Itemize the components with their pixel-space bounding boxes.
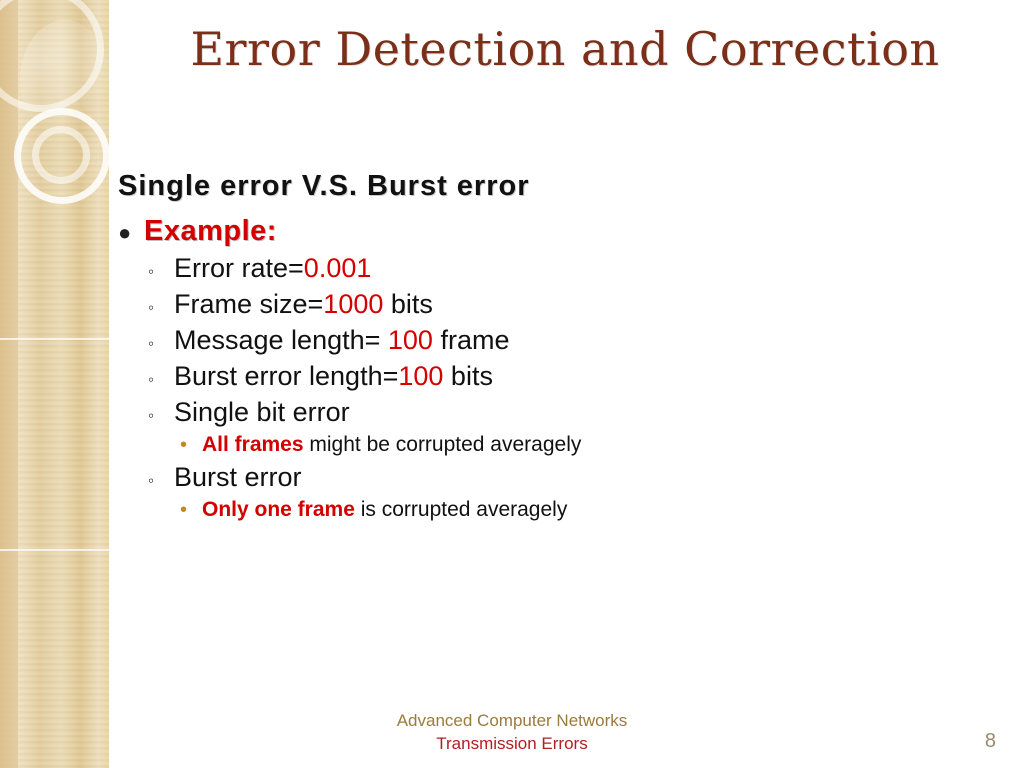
bullet-glyph-level2: ◦ [148, 334, 155, 353]
list-item [148, 289, 1008, 320]
sub-list-item-text [202, 433, 581, 457]
frame-size-label: Frame size= [174, 289, 324, 319]
bullet-glyph-level2: ◦ [148, 370, 155, 389]
page-number: 8 [984, 730, 996, 752]
list-item-single-bit-error [148, 397, 1008, 428]
sub-list-item [180, 498, 1008, 522]
only-one-frame-emphasis: Only one frame [202, 498, 355, 521]
list-item [148, 253, 1008, 284]
band-divider-line-2 [0, 549, 112, 551]
single-bit-error-label: Single bit error [174, 397, 350, 427]
section-heading: Single error V.S. Burst error [118, 170, 530, 202]
sub-list-item-text [202, 498, 567, 522]
bullet-example-label: Example: [144, 215, 277, 247]
burst-length-value: 100 [398, 361, 444, 391]
list-item-text [174, 361, 493, 392]
bullet-glyph-level3: • [180, 434, 188, 456]
list-item [148, 325, 1008, 356]
bullet-example [118, 215, 1008, 248]
list-item-text [174, 289, 433, 320]
band-edge [109, 0, 112, 768]
list-item-burst-error [148, 462, 1008, 493]
bullet-glyph-level2: ◦ [148, 262, 155, 281]
bullet-glyph-level2: ◦ [148, 471, 155, 490]
bullet-glyph-level2: ◦ [148, 298, 155, 317]
burst-error-label: Burst error [174, 462, 302, 492]
burst-length-label: Burst error length= [174, 361, 399, 391]
bullet-glyph-level1: ● [118, 220, 132, 245]
footer-course-title: Advanced Computer Networks [396, 711, 628, 730]
list-item-text [174, 253, 371, 284]
frame-size-value: 1000 [323, 289, 384, 319]
all-frames-emphasis: All frames [202, 433, 304, 456]
bullet-glyph-level2: ◦ [148, 406, 155, 425]
error-rate-value: 0.001 [303, 253, 372, 283]
decorative-ring-inner [32, 126, 90, 184]
band-dark-stripe [0, 0, 18, 768]
all-frames-rest: might be corrupted averagely [303, 433, 582, 456]
error-rate-label: Error rate= [174, 253, 304, 283]
bullet-glyph-level3: • [180, 499, 188, 521]
only-one-frame-rest: is corrupted averagely [354, 498, 568, 521]
decorative-left-band [0, 0, 112, 768]
slide-title: Error Detection and Correction [190, 22, 940, 76]
message-length-value: 100 [387, 325, 433, 355]
slide-body [118, 170, 1008, 525]
frame-size-suffix: bits [383, 289, 433, 319]
band-divider-line-1 [0, 338, 112, 340]
list-item-text [174, 325, 509, 356]
list-item [148, 361, 1008, 392]
message-length-label: Message length= [174, 325, 388, 355]
message-length-suffix: frame [432, 325, 510, 355]
burst-length-suffix: bits [443, 361, 493, 391]
sub-list-item [180, 433, 1008, 457]
footer-topic: Transmission Errors [436, 734, 588, 753]
